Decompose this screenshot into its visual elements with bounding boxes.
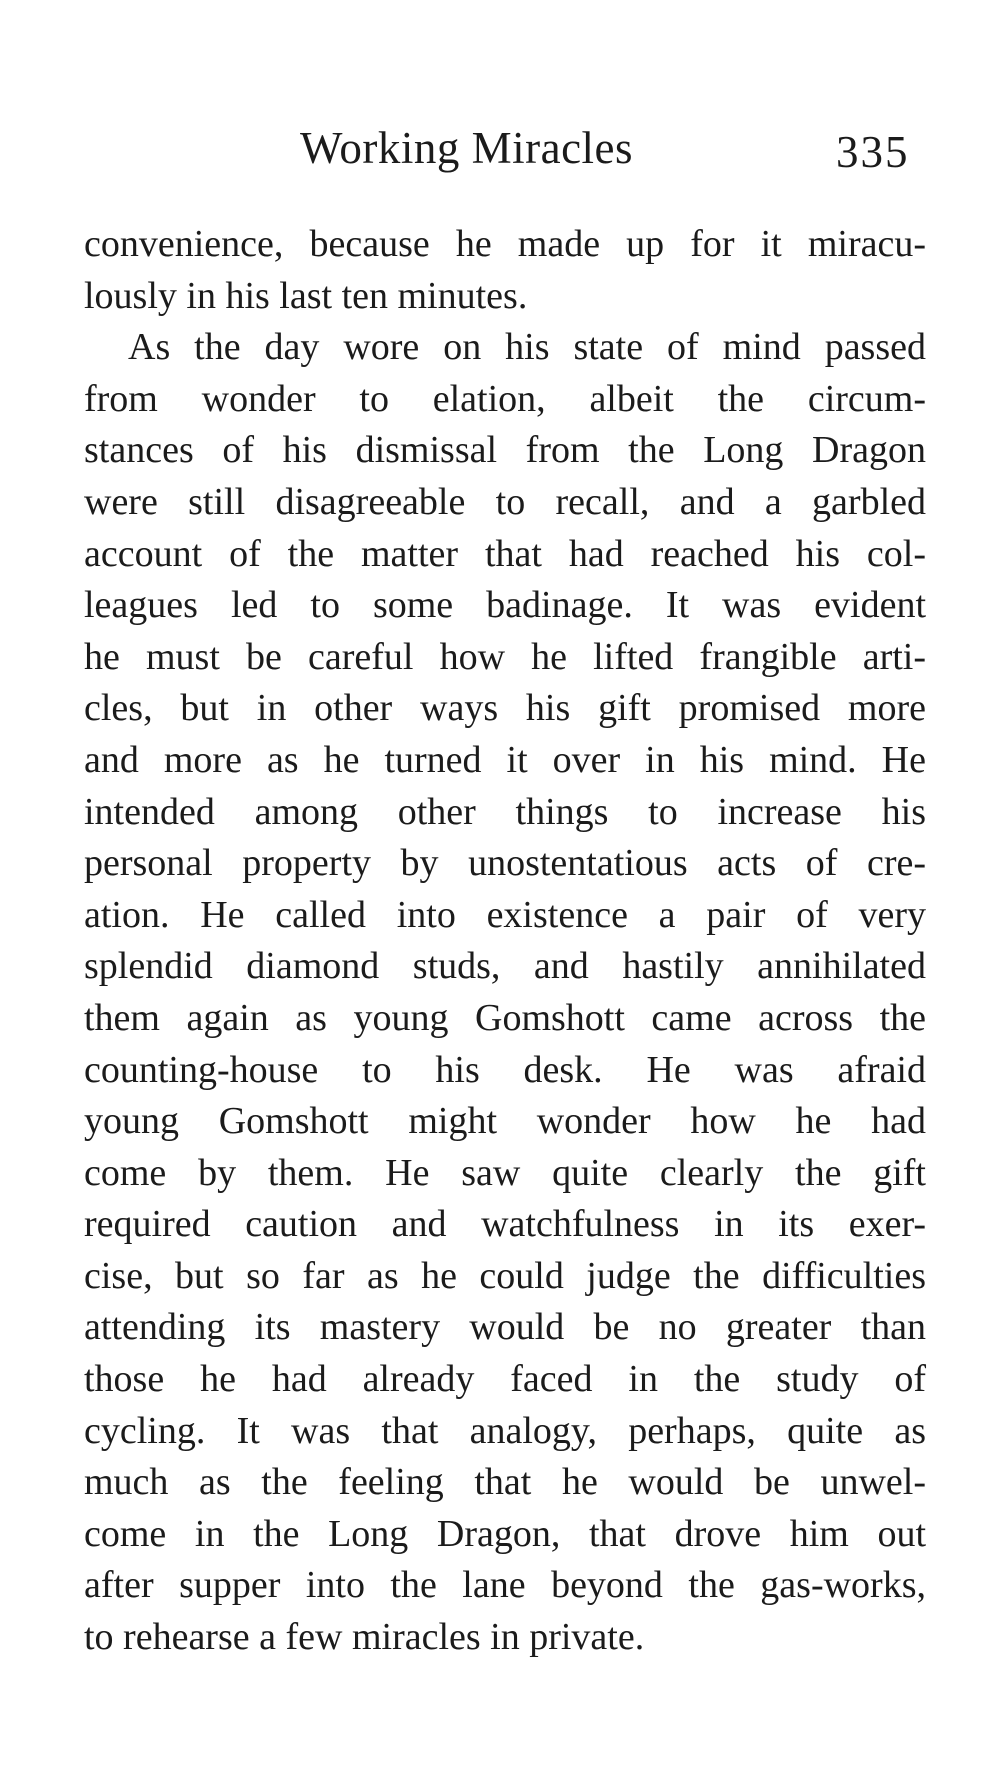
text-line: young Gomshott might wonder how he had	[84, 1100, 926, 1143]
text-line: account of the matter that had reached his col-	[84, 532, 926, 575]
text-line: come in the Long Dragon, that drove him out	[84, 1512, 926, 1555]
text-line: counting-house to his desk. He was afraid	[84, 1048, 926, 1091]
text-line: them again as young Gomshott came across the	[84, 996, 926, 1039]
text-line: from wonder to elation, albeit the circum-	[84, 377, 926, 420]
text-line: cles, but in other ways his gift promised more	[84, 687, 926, 730]
text-line: come by them. He saw quite clearly the gift	[84, 1151, 926, 1194]
text-line: he must be careful how he lifted frangible arti-	[84, 635, 926, 678]
page-number: 335	[836, 127, 910, 177]
text-line: As the day wore on his state of mind passed	[128, 326, 926, 369]
text-line: much as the feeling that he would be unwel-	[84, 1461, 926, 1504]
text-line: were still disagreeable to recall, and a garbled	[84, 480, 926, 523]
text-line: convenience, because he made up for it miracu-	[84, 223, 926, 265]
running-title: Working Miracles	[300, 123, 634, 173]
text-line: cycling. It was that analogy, perhaps, quite as	[84, 1409, 926, 1452]
text-line: lously in his last ten minutes.	[84, 274, 528, 317]
text-line: leagues led to some badinage. It was evident	[84, 584, 926, 627]
text-line: intended among other things to increase his	[84, 790, 926, 833]
text-line: personal property by unostentatious acts of cre-	[84, 842, 926, 885]
body-text	[84, 219, 926, 1664]
text-line: stances of his dismissal from the Long Dragon	[84, 429, 926, 472]
text-line: splendid diamond studs, and hastily annihilated	[84, 945, 926, 988]
text-line: and more as he turned it over in his mind. He	[84, 738, 926, 781]
text-line: those he had already faced in the study of	[84, 1358, 926, 1401]
text-line: cise, but so far as he could judge the difficulties	[84, 1254, 926, 1297]
text-line: to rehearse a few miracles in private.	[84, 1616, 645, 1659]
text-line: required caution and watchfulness in its exer-	[84, 1203, 926, 1246]
text-line: after supper into the lane beyond the gas-works,	[84, 1564, 926, 1607]
text-line: ation. He called into existence a pair of very	[84, 893, 926, 936]
running-header	[0, 118, 1000, 178]
text-line: attending its mastery would be no greater than	[84, 1306, 926, 1349]
